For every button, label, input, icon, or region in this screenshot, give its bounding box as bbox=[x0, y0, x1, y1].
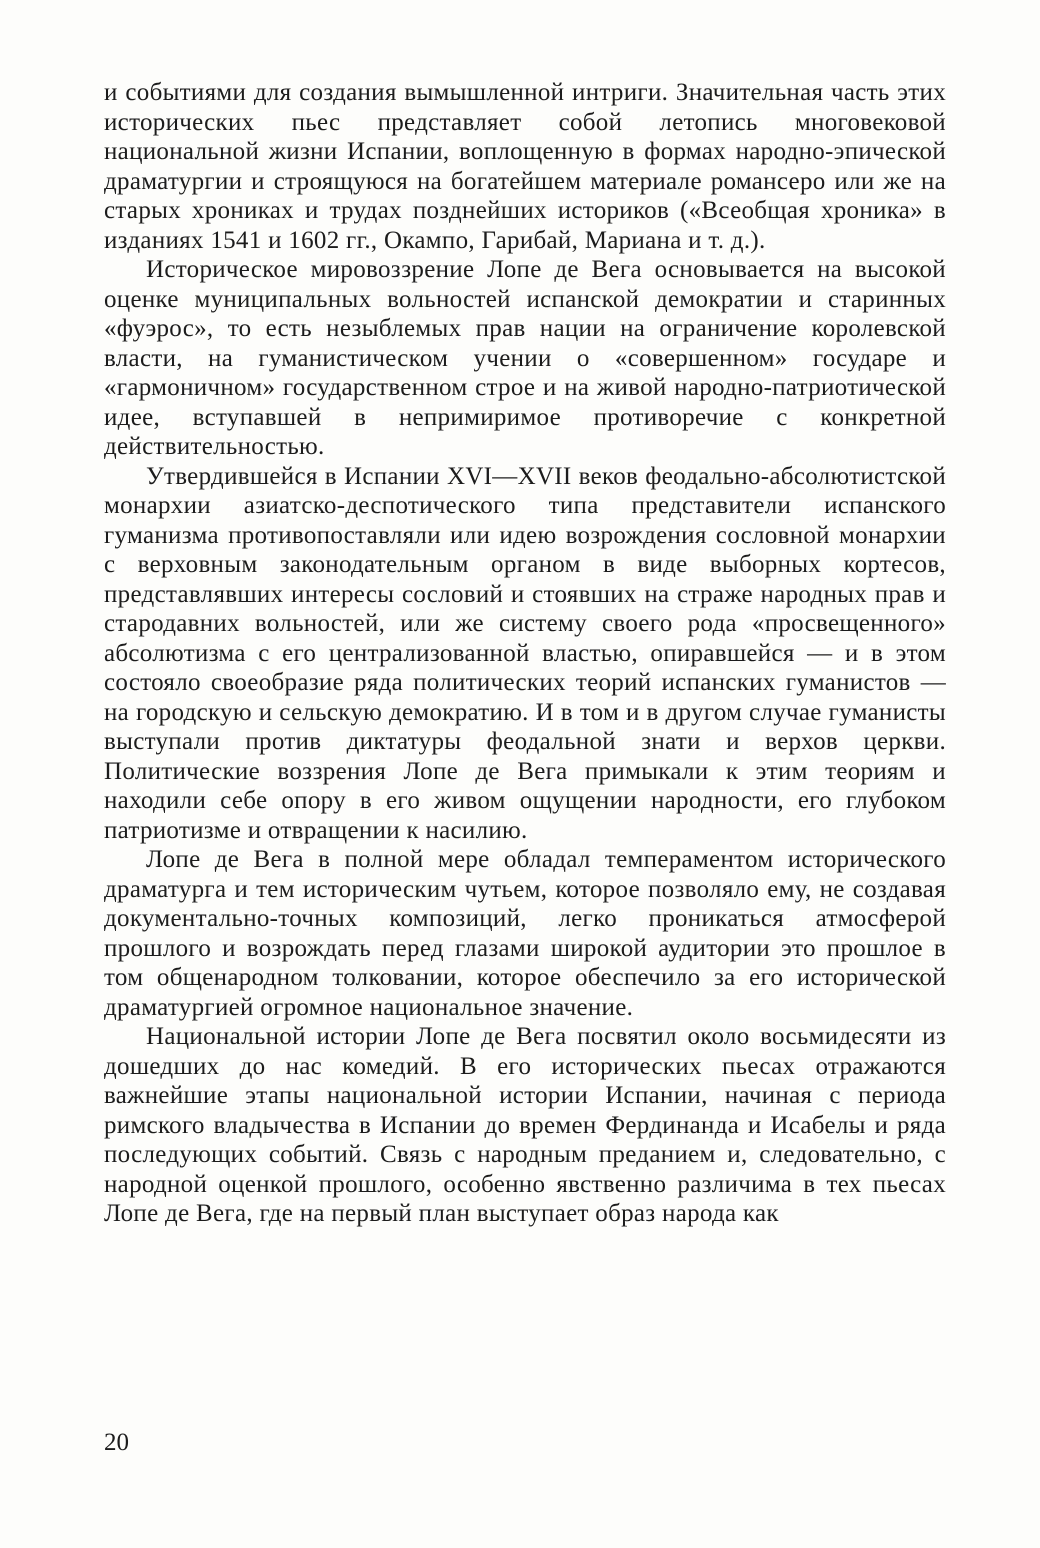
paragraph-temperament: Лопе де Вега в полной мере обладал темпераментом исторического драматурга и тем историческим чутьем, которое позволяло ему, не создавая документально-точных композиций, легко проникаться атмосферой прошлого и возрождать перед глазами широкой аудитории это прошлое в том общенародном толковании, которое обеспечило за его исторической драматургией огромное национальное значение. bbox=[104, 846, 946, 1021]
paragraph-continuation: и событиями для создания вымышленной интриги. Значительная часть этих исторических пьес представляет собой летопись многовековой национальной жизни Испании, воплощенную в формах народно-эпической драматургии и строящуюся на богатейшем материале романсеро или же на старых хрониках и трудах позднейших историков («Всеобщая хроника» в изданиях 1541 и 1602 гг., Окампо, Гарибай, Мариана и т. д.). bbox=[104, 79, 946, 254]
paragraph-humanism: Утвердившейся в Испании XVI—XVII веков феодально-абсолютистской монархии азиатско-деспотического типа представители испанского гуманизма противопоставляли или идею возрождения сословной монархии с верховным законодательным органом в виде выборных кортесов, представлявших интересы сословий и стоявших на страже народных прав и стародавних вольностей, или же систему своего рода «просвещенного» абсолютизма с его централизованной властью, опиравшейся — и в этом состояло своеобразие ряда политических теорий испанских гуманистов — на городскую и сельскую демократию. И в том и в другом случае гуманисты выступали против диктатуры феодальной знати и верхов церкви. Политические воззрения Лопе де Вега примыкали к этим теориям и находили себе опору в его живом ощущении народности, его глубоком патриотизме и отвращении к насилию. bbox=[104, 462, 946, 844]
paragraph-national-history: Национальной истории Лопе де Вега посвятил около восьмидесяти из дошедших до нас комедий. В его исторических пьесах отражаются важнейшие этапы национальной истории Испании, начиная с периода римского владычества в Испании до времен Фердинанда и Исабелы и ряда последующих событий. Связь с народным преданием и, следовательно, с народной оценкой прошлого, особенно явственно различима в тех пьесах Лопе де Вега, где на первый план выступает образ народа как bbox=[104, 1023, 946, 1227]
body-text bbox=[104, 78, 946, 1229]
page-number: 20 bbox=[104, 1429, 129, 1456]
paragraph-worldview: Историческое мировоззрение Лопе де Вега основывается на высокой оценке муниципальных вольностей испанской демократии и старинных «фуэрос», то есть незыблемых прав нации на ограничение королевской власти, на гуманистическом учении о «совершенном» государе и «гармоничном» государственном строе и на живой народно-патриотической идее, вступавшей в непримиримое противоречие с конкретной действительностью. bbox=[104, 256, 946, 460]
